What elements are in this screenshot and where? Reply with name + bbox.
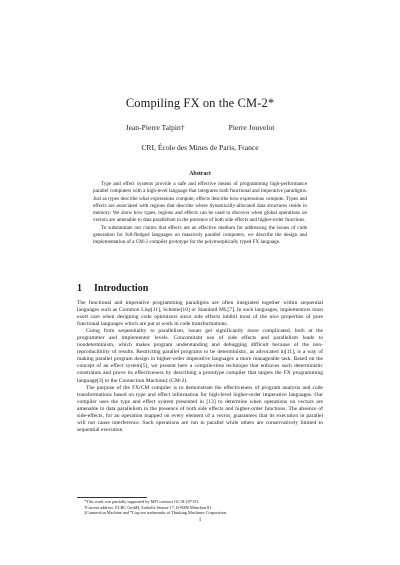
page-number: 1 [198, 517, 202, 523]
abstract-body [93, 181, 307, 247]
section-body [77, 300, 323, 434]
section-heading [77, 283, 148, 294]
body-paragraph: The functional and imperative programming paradigms are often integrated together within sequential languages such as Common Lisp[11], Scheme[10] or Standard ML[7]. In such languages, implementors must exert care when designing code optimizers since side effects inhibit most of the nice properties of pure functional languages which are put at work in code transformations. [77, 300, 323, 328]
abstract-paragraph: To substantiate our claims that effects are an effective medium for addressing the issues of code generation for full-fledged languages on massively parallel computers, we describe the design and implementation of a CM-2 compiler prototype for the polymorphically typed FX language. [93, 224, 307, 246]
abstract-paragraph: Type and effect systems provide a safe and effective means of programming high-performance parallel computers with a high-level language that integrates both functional and imperative paradigms. Just as types describe what expressions compute, effects describe how expressions compute. Types and effects are associated with regions that describe where dynamically-allocated data structures reside in memory. We show how types, regions and effects can be used to discover when global operations on vectors are amenable to data parallelism in the presence of both side effects and higher-order functions. [93, 181, 307, 224]
paper-title: Compiling FX on the CM-2* [125, 96, 275, 110]
section-title: Introduction [94, 283, 149, 294]
abstract-heading: Abstract [189, 171, 211, 177]
author-name: Jean-Pierre Talpin† [125, 123, 185, 132]
author-name: Pierre Jouvelot [228, 123, 275, 132]
footnote: ‡Connection Machine and *Lisp are trademarks of Thinking Machines Corporation. [84, 510, 228, 516]
author-list [0, 123, 400, 132]
footnote: *This work was partially supported by MIT contract GC-R-107153. [84, 499, 200, 504]
footnote: †Current address: ECRC GmbH, Arabella Strasse 17, D-8000 München 81. [84, 504, 213, 510]
body-paragraph: The purpose of the FX/CM compiler is to demonstrate the effectiveness of program analysis and code transformations based on type and effect information for high-level higher-order imperative languages. Our compiler uses the type and effect system presented in [13] to determine when operations on vectors are amenable to data parallelism in the presence of both side effects and higher-order functions. The absence of side-effects, for an operation mapped on every element of a vector, guarantees that its execution in parallel will not cause interference. Such operations are run in parallel while others are conservatively limited to sequential execution [77, 384, 323, 433]
footnotes [77, 499, 323, 516]
author-affiliation: CRI, École des Mines de Paris, France [141, 143, 259, 152]
body-paragraph: Going from sequentiality to parallelism, issues get significantly more complicated, both at the programmer and implementor levels. Concomitant use of side effects and parallelism leads to nondeterminism, which makes program understanding and debugging difficult because of the non-reproducibility of results. Restricting parallel programs to be deterministic, as advocated in[11], is a way of making parallel program design in higher-order imperative languages a more manageable task. Based on the concept of an effect system[5], we present here a compile-time technique that enforces such deterministic constraints and prove its effectiveness by describing a prototype compiler that targets the FX programming language[3] to the Connection Machine‡ (CM-2). [77, 328, 323, 384]
section-number: 1 [77, 283, 82, 294]
footnote-rule [77, 497, 147, 498]
